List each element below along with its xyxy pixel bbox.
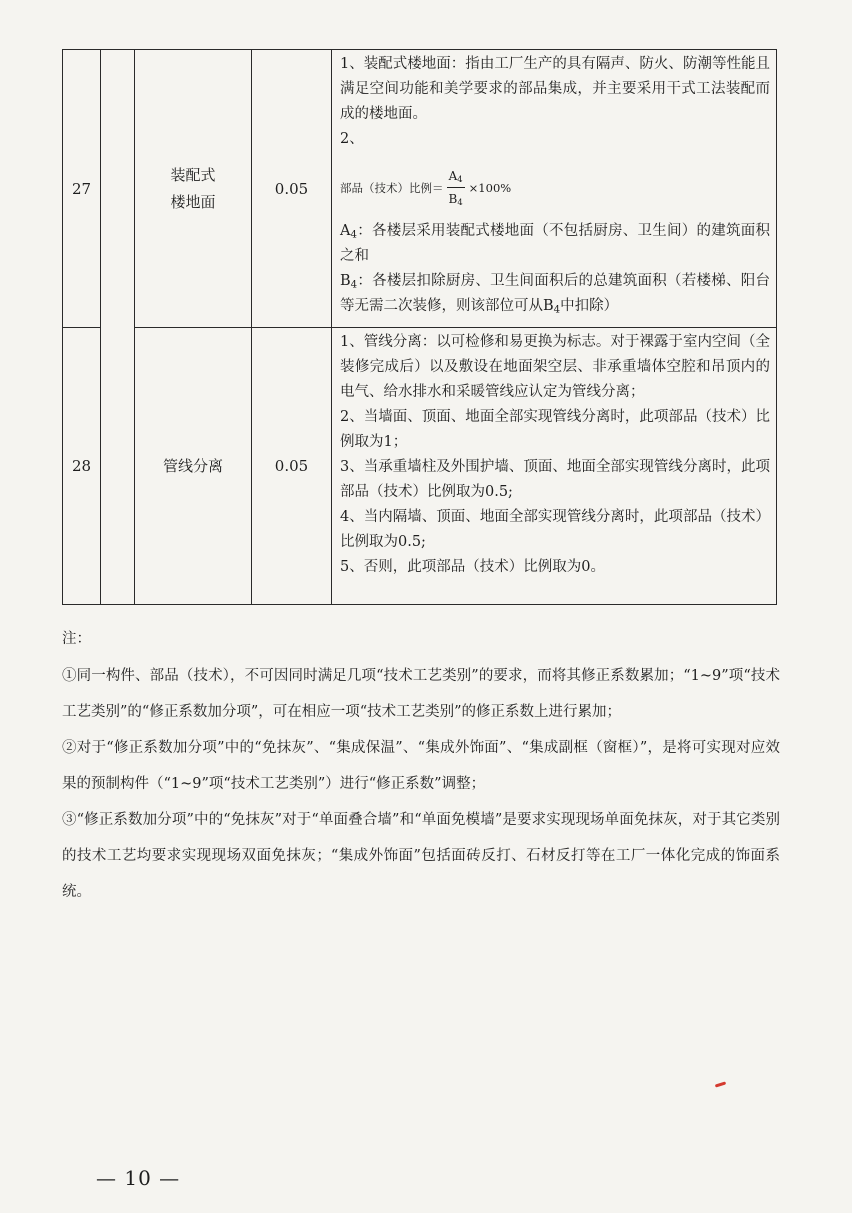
formula-prefix: 部品（技术）比例＝ <box>340 180 444 195</box>
row-number: 28 <box>63 328 101 605</box>
definition-b-tail: 中扣除） <box>560 298 619 314</box>
definition-a-symbol: A <box>340 223 351 239</box>
description-paragraph: 1、装配式楼地面：指由工厂生产的具有隔声、防火、防潮等性能且满足空间功能和美学要求的部品集成，并主要采用干式工法装配而成的楼地面。 <box>340 56 770 122</box>
coefficient-cell: 0.05 <box>252 50 332 328</box>
note-item: ③“修正系数加分项”中的“免抹灰”对于“单面叠合墙”和“单面免模墙”是要求实现现场单面免抹灰，对于其它类别的技术工艺均要求实现现场双面免抹灰；“集成外饰面”包括面砖反打、石材反打等在工厂一体化完成的饰面系统。 <box>62 812 780 900</box>
denominator-symbol: B <box>448 192 458 206</box>
formula-denominator <box>447 188 465 207</box>
coefficient-cell: 0.05 <box>252 328 332 605</box>
requirement-description <box>332 50 777 328</box>
description-paragraph: 3、当承重墙柱及外围护墙、顶面、地面全部实现管线分离时，此项部品（技术）比例取为0.5; <box>340 459 770 500</box>
item-name-cell <box>135 50 252 328</box>
note-item: ②对于“修正系数加分项”中的“免抹灰”、“集成保温”、“集成外饰面”、“集成副框（窗框）”，是将可实现对应效果的预制构件（“1~9”项“技术工艺类别”）进行“修正系数”调整； <box>62 740 780 792</box>
red-ink-mark <box>715 1081 726 1087</box>
definition-a <box>340 219 770 269</box>
description-paragraph: 5、否则，此项部品（技术）比例取为0。 <box>340 559 605 575</box>
definition-b-text: ：各楼层扣除厨房、卫生间面积后的总建筑面积（若楼梯、阳台等无需二次装修，则该部位可从 <box>340 273 770 314</box>
table-row <box>63 50 777 328</box>
page-number: — 10 — <box>96 1166 181 1190</box>
formula-numerator <box>447 168 465 188</box>
evaluation-table <box>62 49 777 605</box>
item-name-cell <box>135 328 252 605</box>
definition-b <box>340 269 770 319</box>
note-item: ①同一构件、部品（技术），不可因同时满足几项“技术工艺类别”的要求，而将其修正系数累加；“1~9”项“技术工艺类别”的“修正系数加分项”，可在相应一项“技术工艺类别”的修正系数上进行累加； <box>62 668 780 720</box>
item-name-line: 楼地面 <box>170 192 216 211</box>
definition-b-subscript: 4 <box>350 279 358 291</box>
description-paragraph: 2、 <box>340 131 364 147</box>
description-paragraph: 2、当墙面、顶面、地面全部实现管线分离时，此项部品（技术）比例取为1； <box>340 409 770 450</box>
notes-title: 注： <box>62 631 91 647</box>
numerator-subscript: 4 <box>457 174 463 185</box>
description-paragraph: 4、当内隔墙、顶面、地面全部实现管线分离时，此项部品（技术）比例取为0.5; <box>340 509 770 550</box>
formula-suffix: ×100% <box>468 180 512 195</box>
description-paragraph: 1、管线分离：以可检修和易更换为标志。对于裸露于室内空间（全装修完成后）以及敷设在地面架空层、非承重墙体空腔和吊顶内的电气、给水排水和采暖管线应认定为管线分离； <box>340 334 770 400</box>
table-row <box>63 328 777 605</box>
definition-b-symbol: B <box>340 273 351 289</box>
definition-b-inline-subscript: 4 <box>553 304 561 316</box>
requirement-description <box>332 328 777 605</box>
definition-b-inline-symbol: B <box>543 298 554 314</box>
denominator-subscript: 4 <box>457 197 463 208</box>
notes-section <box>62 621 780 910</box>
category-merged-cell <box>101 50 135 605</box>
item-name-line: 管线分离 <box>162 456 223 475</box>
row-number: 27 <box>63 50 101 328</box>
formula-fraction <box>447 168 465 207</box>
item-name-line: 装配式 <box>170 165 216 184</box>
numerator-symbol: A <box>448 169 458 183</box>
definition-a-text: ：各楼层采用装配式楼地面（不包括厨房、卫生间）的建筑面积之和 <box>340 223 770 264</box>
definition-a-subscript: 4 <box>350 229 357 241</box>
ratio-formula <box>340 168 770 207</box>
